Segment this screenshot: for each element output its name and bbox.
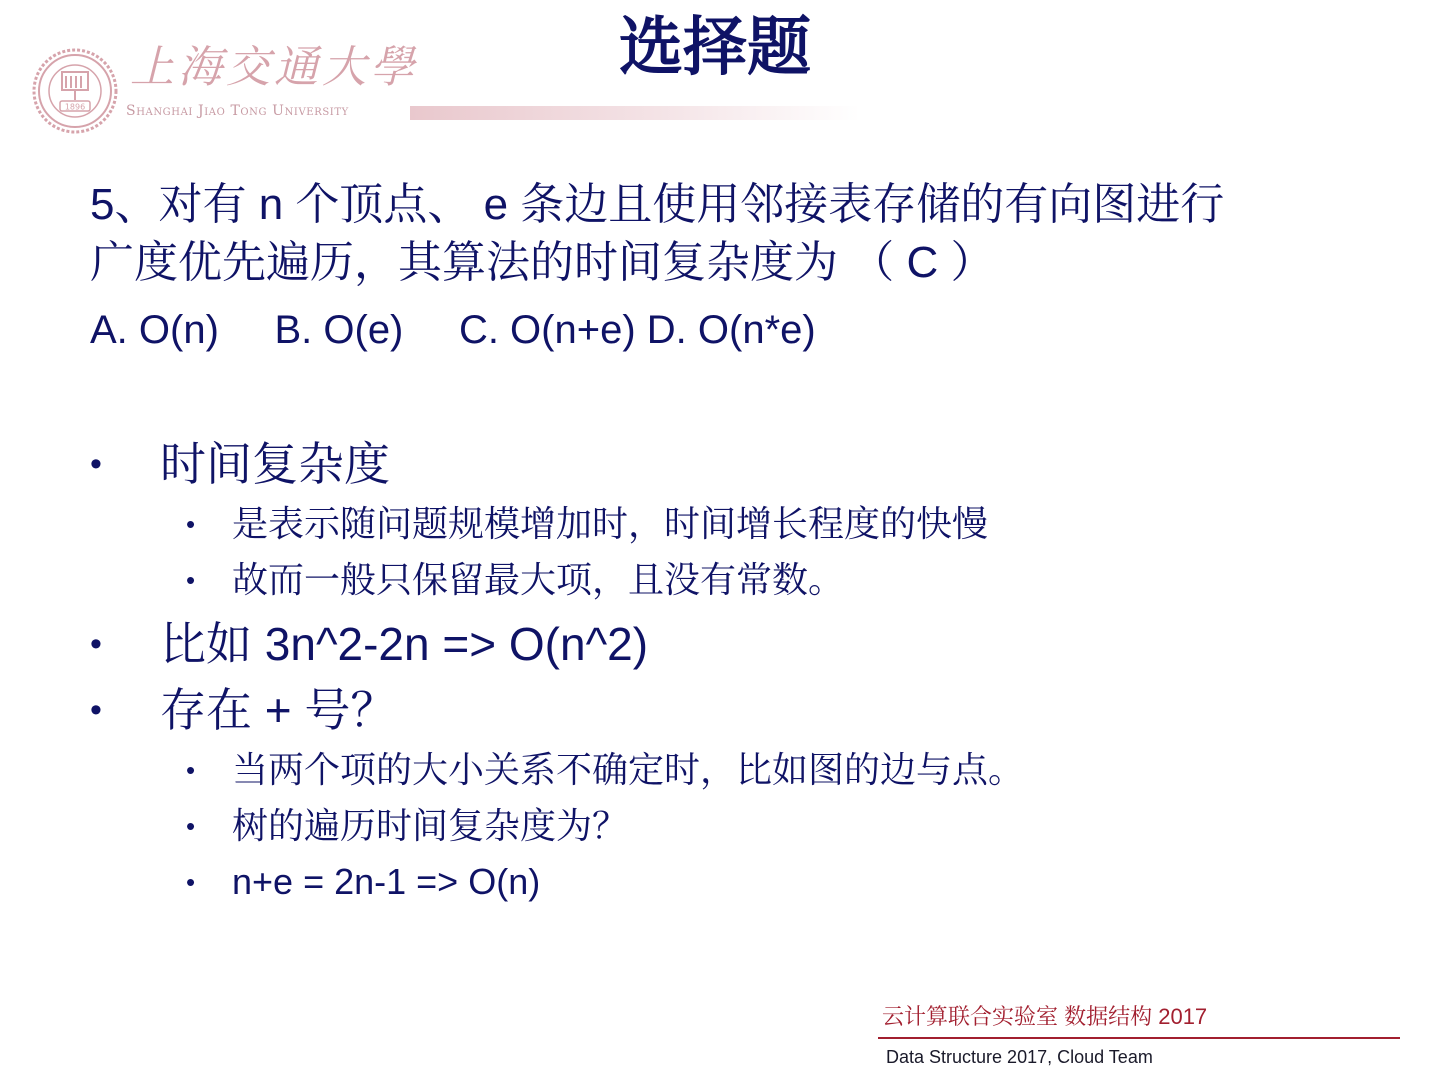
slide-title: 选择题 bbox=[619, 11, 811, 85]
sub-bullet-dot-icon: • bbox=[186, 867, 196, 897]
sub-bullet-text: 树的遍历时间复杂度为？ bbox=[232, 805, 629, 846]
sub-bullet-text: 是表示随问题规模增加时，时间增长程度的快慢 bbox=[232, 503, 989, 544]
seal-year: 1896 bbox=[64, 102, 86, 112]
bullet-text: 比如 3n^2-2n => O(n^2) bbox=[160, 618, 649, 670]
question-line-2: 广度优先遍历，其算法的时间复杂度为 （ C ） bbox=[90, 238, 995, 287]
footer-lab-label: 云计算联合实验室 数据结构 2017 bbox=[882, 1004, 1208, 1029]
footer-divider bbox=[878, 1037, 1400, 1039]
sub-bullet-text: n+e = 2n-1 => O(n) bbox=[232, 861, 541, 902]
bullet-dot-icon: • bbox=[90, 691, 102, 729]
bullet-dot-icon: • bbox=[90, 445, 102, 483]
university-seal-icon bbox=[32, 48, 118, 134]
university-name-en: Shanghai Jiao Tong University bbox=[126, 103, 349, 119]
footer-team-label: Data Structure 2017, Cloud Team bbox=[886, 1047, 1153, 1067]
sub-bullet-text: 当两个项的大小关系不确定时，比如图的边与点。 bbox=[232, 749, 1025, 790]
header-band bbox=[410, 106, 860, 120]
question-line-1: 5、对有 n 个顶点、 e 条边且使用邻接表存储的有向图进行 bbox=[90, 180, 1225, 229]
bullet-text: 存在 + 号？ bbox=[160, 684, 397, 736]
university-logo bbox=[30, 44, 430, 134]
bullet-dot-icon: • bbox=[90, 625, 102, 663]
sub-bullet-dot-icon: • bbox=[186, 811, 196, 841]
question bbox=[90, 176, 1370, 292]
sub-bullet-text: 故而一般只保留最大项，且没有常数。 bbox=[232, 559, 845, 600]
sub-bullet-dot-icon: • bbox=[186, 565, 196, 595]
answer-options: A. O(n) B. O(e) C. O(n+e) D. O(n*e) bbox=[90, 308, 816, 352]
bullet-text: 时间复杂度 bbox=[160, 438, 390, 490]
university-name-cn: 上海交通大學 bbox=[130, 42, 418, 93]
sub-bullet-dot-icon: • bbox=[186, 755, 196, 785]
sub-bullet-dot-icon: • bbox=[186, 509, 196, 539]
